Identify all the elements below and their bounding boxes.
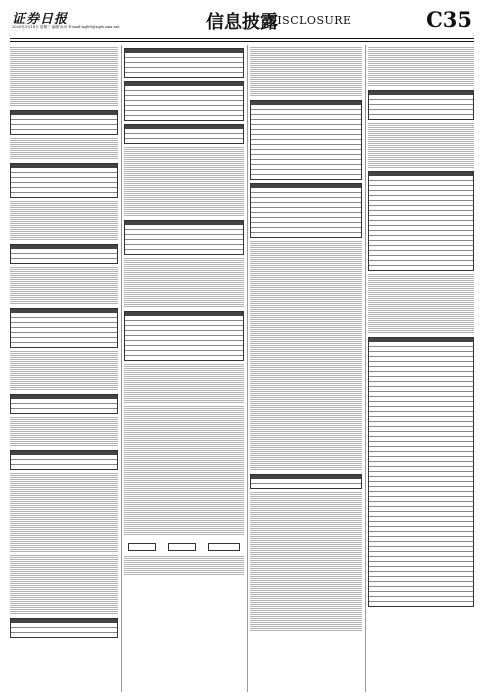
text-block [10,555,118,615]
column-divider [247,45,248,692]
page-number: C35 [426,7,472,32]
data-table [124,81,244,121]
column-1 [10,45,118,692]
data-table [10,308,118,348]
content-columns [10,45,474,692]
data-table [10,450,118,470]
text-block [10,138,118,160]
text-block [124,258,244,308]
data-table [10,163,118,198]
data-table [124,124,244,144]
text-block [124,406,244,536]
text-block [10,47,118,107]
text-block [368,274,474,334]
text-block [250,47,362,97]
data-table [10,244,118,264]
text-block [10,351,118,391]
data-table [124,311,244,361]
data-table [368,337,474,607]
data-table [10,394,118,414]
data-table [124,48,244,78]
text-block [10,201,118,241]
text-block [10,473,118,553]
newspaper-logo: 证券日报 [12,12,69,27]
data-table [124,220,244,255]
column-4 [368,45,474,692]
section-title-en: DISCLOSURE [268,14,352,27]
text-block [368,123,474,168]
text-block [124,556,244,576]
column-2 [124,45,244,692]
data-table [368,171,474,271]
text-block [250,241,362,471]
date-line: 2020年3月18日 星期三 编辑 孙可 E-mail:zqrb9@zqrb.sina.net [12,25,120,29]
masthead [10,8,474,42]
flow-diagram [124,539,244,553]
data-table [250,183,362,238]
column-3 [250,45,362,692]
text-block [10,417,118,447]
text-block [124,147,244,217]
data-table [250,474,362,489]
data-table [10,110,118,135]
data-table [250,100,362,180]
text-block [250,492,362,632]
header-rule [10,38,474,39]
data-table [368,90,474,120]
text-block [10,267,118,305]
text-block [368,47,474,87]
column-divider [365,45,366,692]
data-table [10,618,118,638]
text-block [124,364,244,404]
header-rule-thin [10,41,474,42]
column-divider [121,45,122,692]
section-title-zh: 信息披露 [206,12,278,33]
